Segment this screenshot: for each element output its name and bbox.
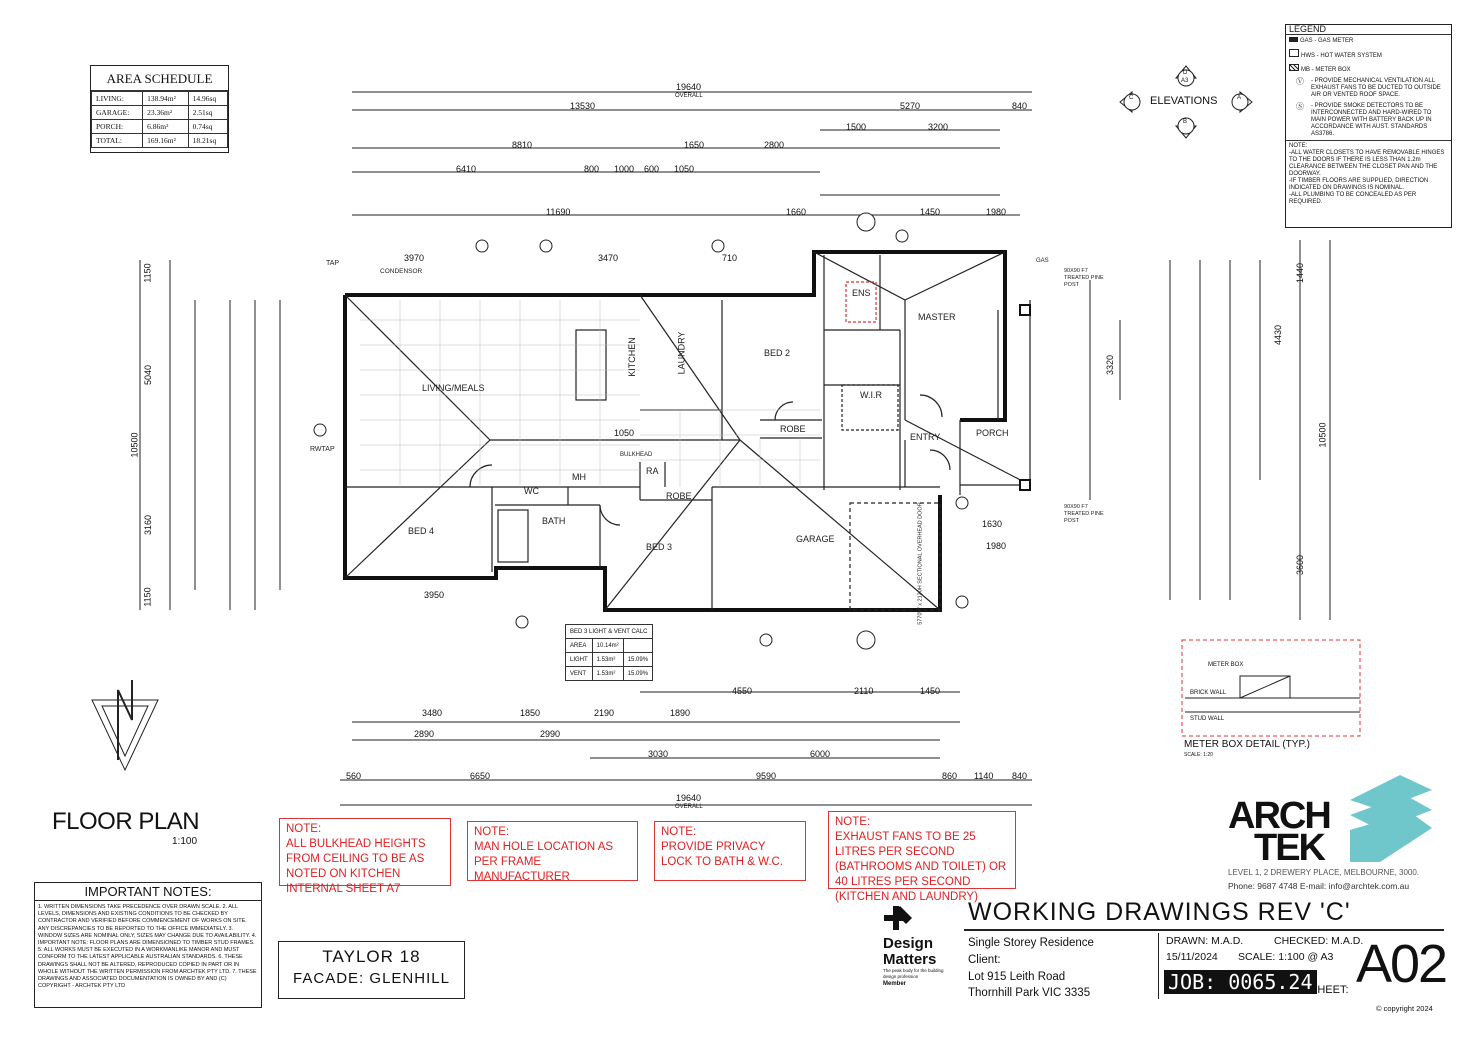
dim: 1650 — [684, 140, 705, 150]
dm-line2: Matters — [883, 951, 937, 968]
logo-line1: ARCH — [1228, 795, 1330, 837]
dim: 8810 — [512, 140, 533, 150]
note-privacy-lock: NOTE: PROVIDE PRIVACY LOCK TO BATH & W.C. — [654, 821, 806, 881]
important-text: 1. WRITTEN DIMENSIONS TAKE PRECEDENCE OVER DRAWN SCALE. 2. ALL LEVELS, DIMENSIONS AND EXISTING CONDITIONS TO BE CHECKED BY CONTRACTOR AND VERIFIED BEFORE COMMENCEMENT OF WORKS ON SITE. ANY DISCREPANCIES TO BE REPORTED TO THE OFFICE IMMEDIATELY. 3. WINDOW SIZES ARE NOMINAL ONLY, SIZES MAY CHANGE DUE TO AVAILABILITY. 4. IMPORTANT NOTE: FLOOR PLANS ARE DIMENSIONED TO TIMBER STUD FRAMES. 5. ALL WORKS MUST BE EXECUTED IN A WORKMANLIKE MANOR AND MUST CONFORM TO THE LATEST APPLICABLE AUSTRALIAN STANDARDS. 6. THESE DRAWINGS SHALL NOT BE ALTERED, REPRODUCED COPIED IN PART OR IN WHOLE WITHOUT THE WRITTEN PERMISSION FROM ARCHTEK PTY LTD. 7. THESE DRAWINGS AND ASSOCIATED DOCUMENTATION IS OWNED BY AND (C) COPYRIGHT - ARCHTEK PTY LTD — [38, 904, 257, 990]
room-robe: ROBE — [780, 424, 806, 434]
bed3-calc-table — [565, 624, 653, 681]
dim: 6000 — [810, 749, 831, 759]
dm-line1: Design — [883, 935, 934, 952]
elev-mark-b: B — [1183, 119, 1188, 125]
sectional-door-label: 5770W x 2130H SECTIONAL OVERHEAD DOOR — [917, 502, 924, 625]
legend-note: -ALL PLUMBING TO BE CONCEALED AS PER REQUIRED. — [1289, 192, 1417, 205]
room-ens: ENS — [852, 288, 871, 298]
drawing-scale: SCALE: 1:100 @ A3 — [1238, 951, 1334, 963]
dim: 3600 — [1295, 554, 1306, 576]
meter-box-title: METER BOX DETAIL (TYP.) — [1184, 739, 1310, 750]
legend-mb: MB - METER BOX — [1289, 64, 1448, 74]
dim: 1050 — [614, 428, 635, 438]
company-address: LEVEL 1, 2 DREWERY PLACE, MELBOURNE, 3000. — [1228, 868, 1420, 877]
legend-vent: Ⓥ - PROVIDE MECHANICAL VENTILATION ALL EXHAUST FANS TO BE DUCTED TO OUTSIDE AIR OR VENTED ROOF SPACE. — [1289, 78, 1448, 99]
legend-note: -ALL WATER CLOSETS TO HAVE REMOVABLE HINGES TO THE DOORS IF THERE IS LESS THAN 1.2m CLEARANCE BETWEEN THE CLOSET PAN AND THE DOORWAY. — [1289, 150, 1445, 177]
room-porch: PORCH — [976, 428, 1009, 438]
note-exhaust-fans: NOTE: EXHAUST FANS TO BE 25 LITRES PER SECOND (BATHROOMS AND TOILET) OR 40 LITRES PER SECOND (KITCHEN AND LAUNDRY) — [828, 811, 1016, 889]
exhaust-fan-icon: Ⓥ — [1296, 77, 1304, 86]
dim: 5040 — [143, 364, 154, 386]
client-lot: Lot 915 Leith Road — [968, 971, 1066, 983]
dim: 10500 — [1317, 422, 1328, 448]
dim: 3470 — [598, 253, 619, 263]
dim: 2890 — [414, 729, 435, 739]
room-robe-bed3: ROBE — [666, 491, 692, 501]
title-heading: WORKING DRAWINGS REV 'C' — [968, 898, 1351, 926]
schedule-row: GARAGE: 23.36m² 2.51sq — [92, 106, 228, 120]
room-mh: MH — [572, 472, 586, 482]
schedule-row: TOTAL: 169.16m² 18.21sq — [92, 134, 228, 148]
room-bed3: BED 3 — [646, 542, 673, 552]
dim: 3480 — [422, 708, 443, 718]
room-wir: W.I.R — [860, 390, 882, 400]
note-bulkhead: NOTE: ALL BULKHEAD HEIGHTS FROM CEILING TO BE AS NOTED ON KITCHEN INTERNAL SHEET A7 — [279, 818, 451, 886]
dim: 1150 — [142, 587, 153, 607]
important-notes — [34, 882, 262, 1008]
dim: 1450 — [920, 686, 941, 696]
client-suburb: Thornhill Park VIC 3335 — [968, 987, 1091, 999]
dim: 1980 — [986, 541, 1007, 551]
dim: 1450 — [920, 207, 941, 217]
legend-gas: GAS - GAS METER — [1289, 37, 1448, 45]
dim: 710 — [722, 253, 738, 263]
legend-note-title: NOTE: — [1289, 143, 1308, 149]
dim: 6650 — [470, 771, 491, 781]
dim: 2990 — [540, 729, 561, 739]
dim: 3950 — [424, 590, 445, 600]
archtek-logo-icon — [1350, 775, 1432, 862]
note-manhole: NOTE: MAN HOLE LOCATION AS PER FRAME MANUFACTURER — [467, 821, 638, 881]
dim: 1500 — [846, 122, 867, 132]
schedule-row: LIVING: 138.94m² 14.96sq — [92, 92, 228, 106]
post-label-bottom: 90X90 F7 TREATED PINE POST — [1064, 504, 1104, 524]
dim: 1150 — [142, 263, 153, 283]
elev-mark-a: A — [1237, 95, 1242, 101]
archtek-wordmark — [1228, 795, 1330, 869]
calc-row: LIGHT 1.53m² 15.09% — [566, 653, 653, 667]
stud-wall-label: STUD WALL — [1190, 716, 1225, 722]
dim: 2800 — [764, 140, 785, 150]
house-name-box — [278, 941, 465, 999]
north-arrow-icon — [92, 680, 158, 770]
dim: 13530 — [570, 101, 596, 111]
house-name: TAYLOR 18 — [322, 947, 421, 966]
elev-mark-d: D — [1183, 70, 1188, 76]
dim: 600 — [644, 164, 660, 174]
tap-label: TAP — [326, 260, 340, 267]
room-kitchen: KITCHEN — [626, 337, 637, 377]
logo-line2: TEK — [1254, 827, 1324, 869]
bulkhead-label: BULKHEAD — [620, 452, 653, 458]
dim: 4430 — [1273, 324, 1284, 346]
design-matters-logo-icon — [884, 906, 912, 930]
dim-overall-top: 19640 — [676, 82, 702, 92]
condensor-label: CONDENSOR — [380, 268, 423, 275]
room-living: LIVING/MEALS — [422, 383, 485, 393]
calc-row: AREA 10.14m² — [566, 639, 653, 653]
dim: 860 — [942, 771, 958, 781]
legend-title: LEGEND — [1286, 25, 1451, 35]
important-title: IMPORTANT NOTES: — [35, 883, 261, 901]
legend-note: -IF TIMBER FLOORS ARE SUPPLIED, DIRECTION INDICATED ON DRAWINGS IS NOMINAL. — [1289, 178, 1429, 191]
drawn-by: DRAWN: M.A.D. — [1166, 935, 1244, 947]
room-ra: RA — [646, 466, 659, 476]
job-number: JOB: 0065.24 — [1164, 970, 1317, 994]
legend-hws: HWS - HOT WATER SYSTEM — [1289, 49, 1448, 60]
room-garage: GARAGE — [796, 534, 835, 544]
gas-label: GAS — [1036, 258, 1049, 264]
dim-overall-label-bottom: OVERALL — [675, 804, 703, 810]
dim: 3200 — [928, 122, 949, 132]
meter-box-label: METER BOX — [1208, 662, 1244, 668]
dim: 3160 — [143, 514, 154, 536]
post-label-top: 90X90 F7 TREATED PINE POST — [1064, 268, 1104, 288]
dim: 800 — [584, 164, 600, 174]
dm-tag: The peak body for the building design profession — [883, 968, 944, 979]
dim: 1980 — [986, 207, 1007, 217]
legend-smoke: Ⓢ - PROVIDE SMOKE DETECTORS TO BE INTERCONNECTED AND HARD-WIRED TO MAIN POWER WITH BATTERY BACK UP IN ACCORDANCE WITH AUST. STANDARDS AS3786. — [1289, 103, 1448, 138]
room-bed2: BED 2 — [764, 348, 791, 358]
room-entry: ENTRY — [910, 432, 941, 442]
calc-row: VENT 1.53m² 15.09% — [566, 667, 653, 681]
dim: 1140 — [974, 771, 994, 781]
design-matters — [883, 936, 963, 987]
meter-box-scale: SCALE: 1:20 — [1184, 752, 1213, 758]
dim: 4550 — [732, 686, 753, 696]
calc-title: BED 3 LIGHT & VENT CALC — [566, 625, 653, 639]
dim: 1050 — [674, 164, 695, 174]
room-bath: BATH — [542, 516, 566, 526]
rwtap-label: RWTAP — [310, 446, 335, 453]
brick-wall-label: BRICK WALL — [1190, 690, 1227, 696]
dim-overall-label: OVERALL — [675, 93, 703, 99]
house-facade: FACADE: GLENHILL — [293, 970, 450, 987]
dim: 1440 — [1295, 262, 1306, 284]
dim: 3320 — [1105, 354, 1116, 376]
area-schedule-title: AREA SCHEDULE — [91, 66, 228, 91]
client-label: Client: — [968, 954, 1001, 966]
elevations-label: ELEVATIONS — [1150, 95, 1218, 107]
room-wc: WC — [524, 486, 539, 496]
dim: 3030 — [648, 749, 669, 759]
project-type: Single Storey Residence — [968, 937, 1094, 949]
dim: 560 — [346, 771, 362, 781]
dim: 1850 — [520, 708, 541, 718]
sheet-label: SHEET: — [1310, 984, 1349, 996]
room-laundry: LAUNDRY — [676, 331, 687, 375]
dim: 5270 — [900, 101, 921, 111]
dim: 10500 — [129, 432, 140, 458]
dm-member: Member — [883, 981, 907, 987]
dim: 1630 — [982, 519, 1003, 529]
dim: 9590 — [756, 771, 777, 781]
dim: 2190 — [594, 708, 615, 718]
schedule-row: PORCH: 6.86m² 0.74sq — [92, 120, 228, 134]
room-bed4: BED 4 — [408, 526, 435, 536]
dim: 11690 — [546, 207, 571, 217]
room-master: MASTER — [918, 312, 956, 322]
dim: 3970 — [404, 253, 425, 263]
dim: 1890 — [670, 708, 691, 718]
dim: 2110 — [854, 686, 874, 696]
checked-by: CHECKED: M.A.D. — [1274, 935, 1364, 947]
dim: 1000 — [614, 164, 635, 174]
drawing-date: 15/11/2024 — [1166, 951, 1218, 963]
company-contact: Phone: 9687 4748 E-mail: info@archtek.com.au — [1228, 881, 1410, 891]
dim: 1660 — [786, 207, 807, 217]
elev-mark-c: C — [1129, 95, 1134, 101]
dim-overall-bottom: 19640 — [676, 793, 702, 803]
elev-sheet: A3 — [1181, 78, 1189, 84]
dim: 840 — [1012, 771, 1028, 781]
floor-plan-scale: 1:100 — [172, 836, 198, 847]
smoke-detector-icon: Ⓢ — [1296, 102, 1304, 111]
copyright: © copyright 2024 — [1376, 1004, 1433, 1013]
floor-plan-title: FLOOR PLAN — [52, 808, 200, 835]
dim: 6410 — [456, 164, 477, 174]
dim: 840 — [1012, 101, 1028, 111]
sheet-number: A02 — [1356, 934, 1447, 994]
